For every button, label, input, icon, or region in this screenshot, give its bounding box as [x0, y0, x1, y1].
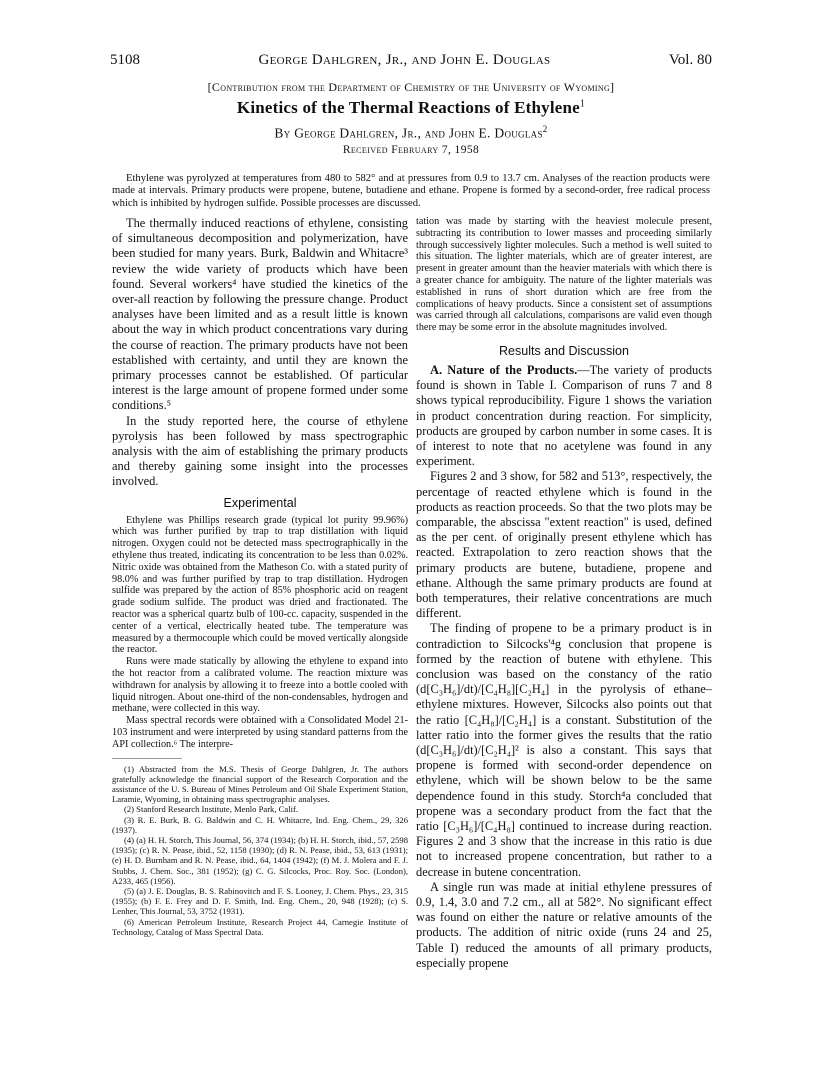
results-heading: Results and Discussion [499, 343, 629, 358]
subhead-nature-of-products: A. Nature of the Products. [430, 362, 578, 377]
interpretation-continued: tation was made by starting with the heaviest molecule present, subtracting its contribution to lower masses and proceeding similarly through successively lighter molecules. Such a method is well suited to this situation. The lighter materials, which are of greater interest, are present in greater amount than the heavier materials with which there is a greater chance for ambiguity. The nature of the lighter materials was established in runs of short duration which are free from the complications of heavy products. Since a consistent set of assumptions was carried through all calculations, comparisons are valid even though there may be some error in the absolute magnitudes involved. [416, 216, 712, 334]
title-footnote-mark: 1 [579, 98, 586, 110]
footnote: (2) Stanford Research Institute, Menlo Park, Calif. [124, 804, 298, 815]
footnotes [112, 764, 408, 937]
byline-footnote-mark: 2 [542, 124, 548, 134]
byline [110, 124, 712, 142]
footnote: (4) (a) H. H. Storch, This Journal, 56, 374 (1934); (b) H. H. Storch, ibid., 57, 2598 (1935); (c) R. N. Pease, ibid., 52, 1158 (1930); (d) R. N. Pease, ibid., 53, 613 (1931); (e) H. D. Burnham and R. N. Pease, ibid., 64, 1404 (1942); (f) M. J. Molera and F. J. Stubbs, J. Chem. Soc., 381 (1952); (g) C. G. Silcocks, Proc. Roy. Soc. (London), A233, 465 (1956). [112, 835, 408, 886]
results-paragraph-b: Figures 2 and 3 show, for 582 and 513°, respectively, the percentage of reacted ethylene which is found in the products as reaction proceeds. So that the two plots may be comparable, the abscissa "extent reaction" is used, defined as the per cent. of originally present ethylene which has reacted. Extrapolation to zero reaction shows that the primary products are butene, butadiene, propene and ethane. Although the same primary products are found at both temperatures, their relative concentrations are much different. [416, 469, 712, 621]
right-column [416, 216, 712, 971]
contribution-line: [Contribution from the Department of Chemistry of the University of Wyoming] [207, 80, 615, 94]
footnote: (3) R. E. Burk, B. G. Baldwin and C. H. Whitacre, Ind. Eng. Chem., 29, 326 (1937). [112, 814, 408, 835]
left-column [112, 216, 408, 937]
article-title [110, 98, 712, 118]
volume-number: Vol. 80 [668, 52, 712, 68]
footnote-rule [112, 758, 182, 759]
received-date: Received February 7, 1958 [342, 144, 480, 156]
experimental-heading: Experimental [223, 495, 297, 510]
results-paragraph-d: A single run was made at initial ethylene pressures of 0.9, 1.4, 3.0 and 7.2 cm., all at 582°. No significant effect was found on either the nature or relative amounts of the products. The addition of nitric oxide (runs 24 and 25, Table I) reduced the amounts of all primary products, especially propene [416, 879, 712, 970]
running-head [110, 52, 712, 72]
title-text: Kinetics of the Thermal Reactions of Ethylene [236, 98, 580, 117]
abstract: Ethylene was pyrolyzed at temperatures from 480 to 582° and at pressures from 0.9 to 13.7 cm. Analyses of the reaction products were made at intervals. Primary products were propene, butene, butadiene and ethane. Propene is formed by a second-order, free radical process which is inhibited by hydrogen sulfide. Possible processes are discussed. [112, 172, 710, 209]
footnote: (6) American Petroleum Institute, Research Project 44, Carnegie Institute of Technology, Catalog of Mass Spectral Data. [112, 916, 408, 937]
intro-paragraph-1: The thermally induced reactions of ethylene, consisting of simultaneous decomposition and polymerization, have been studied for many years. Burk, Baldwin and Whitacre³ review the wide variety of products which have been found. Several workers⁴ have studied the kinetics of the over-all reaction by following the pressure change. Product analyses have been limited and as a result little is known about the way in which product concentrations vary during the course of reaction. The primary products have not been established with certainty, and until they are known the primary processes cannot be established. Of particular interest is the large amount of propene formed under some conditions.⁵ [112, 216, 408, 413]
results-paragraph-a-text: —The variety of products found is shown in Table I. Comparison of runs 7 and 8 shows typical reproducibility. Figure 1 shows the variation in product concentration during reaction. For simplicity, products are grouped by carbon number in some cases. It is of interest to note that no acetylene was found in any experiment. [416, 362, 713, 469]
footnote: (5) (a) J. E. Douglas, B. S. Rabinovitch and F. S. Looney, J. Chem. Phys., 23, 315 (1955); (b) F. E. Frey and D. F. Smith, Ind. Eng. Chem., 20, 948 (1928); (c) S. Lenher, This Journal, 53, 3752 (1931). [112, 886, 408, 917]
running-head-authors: George Dahlgren, Jr., and John E. Douglas [258, 52, 551, 68]
footnote: (1) Abstracted from the M.S. Thesis of George Dahlgren, Jr. The authors gratefully acknowledge the financial support of the Research Corporation and the assistance of the U. S. Bureau of Mines Petroleum and Oil Shale Experiment Station, Laramie, Wyoming, in obtaining mass spectrographic analyses. [112, 763, 408, 805]
experimental-paragraph-1: Ethylene was Phillips research grade (typical lot purity 99.96%) which was further purified by trap to trap distillation with liquid nitrogen. Oxygen could not be detected mass spectrographically in the ethylene thus treated, indicating its concentration to be less than 0.02%. Nitric oxide was obtained from the Matheson Co. with a stated purity of 98.0% and was further purified by trap to trap distillation. Hydrogen sulfide was prepared by the action of 85% phosphoric acid on reagent grade sodium sulfide. The product was dried and fractionated. The reactor was a spherical quartz bulb of 100-cc. capacity, suspended in the center of a vertical, electrically heated tube. The temperature was measured by a thermocouple which could be moved vertically alongside the reactor. [112, 514, 408, 656]
experimental-paragraph-2: Runs were made statically by allowing the ethylene to expand into the hot reactor from a calibrated volume. The reaction mixture was withdrawn for analysis by allowing it to freeze into a bottle cooled with liquid nitrogen. About one-third of the non-condensables, hydrogen and methane, were collected in this way. [112, 656, 408, 715]
experimental-paragraph-3: Mass spectral records were obtained with a Consolidated Model 21-103 instrument and were interpreted by using standard patterns from the API collection.⁶ The interpre- [112, 715, 408, 750]
results-paragraph-c: The finding of propene to be a primary product is in contradiction to Silcocks'⁴g conclusion that propene is formed by the reaction of butene with ethylene. This conclusion was based on the constancy of the ratio (d[C₃H₆]/dt)/[C₄H₈][C₂H₄] in the pyrolysis of ethane–ethylene mixtures. However, Silcocks also points out that the ratio [C₄H₈]/[C₂H₄] is a constant. Substitution of the latter ratio into the former gives the results that the ratio (d[C₃H₆]/dt)/[C₂H₄]² is also a constant. This says that propene is formed with second-order dependence on ethylene, which will be shown below to be the same dependence found in this study. Storch⁴a concluded that propene was a secondary product from the fact that the ratio [C₃H₆]/[C₄H₈] continued to increase during reaction. Figures 2 and 3 show that the increase in this ratio is due not to increased propene concentration, but rather to a decrease in butene concentration. [416, 621, 712, 879]
results-paragraph-a [416, 363, 712, 469]
page-number: 5108 [110, 52, 140, 68]
intro-paragraph-2: In the study reported here, the course of ethylene pyrolysis has been followed by mass spectrographic analysis with the aim of establishing the primary products and thereby gaining some insight into the processes involved. [112, 413, 408, 489]
byline-text: By George Dahlgren, Jr., and John E. Douglas [274, 125, 543, 141]
